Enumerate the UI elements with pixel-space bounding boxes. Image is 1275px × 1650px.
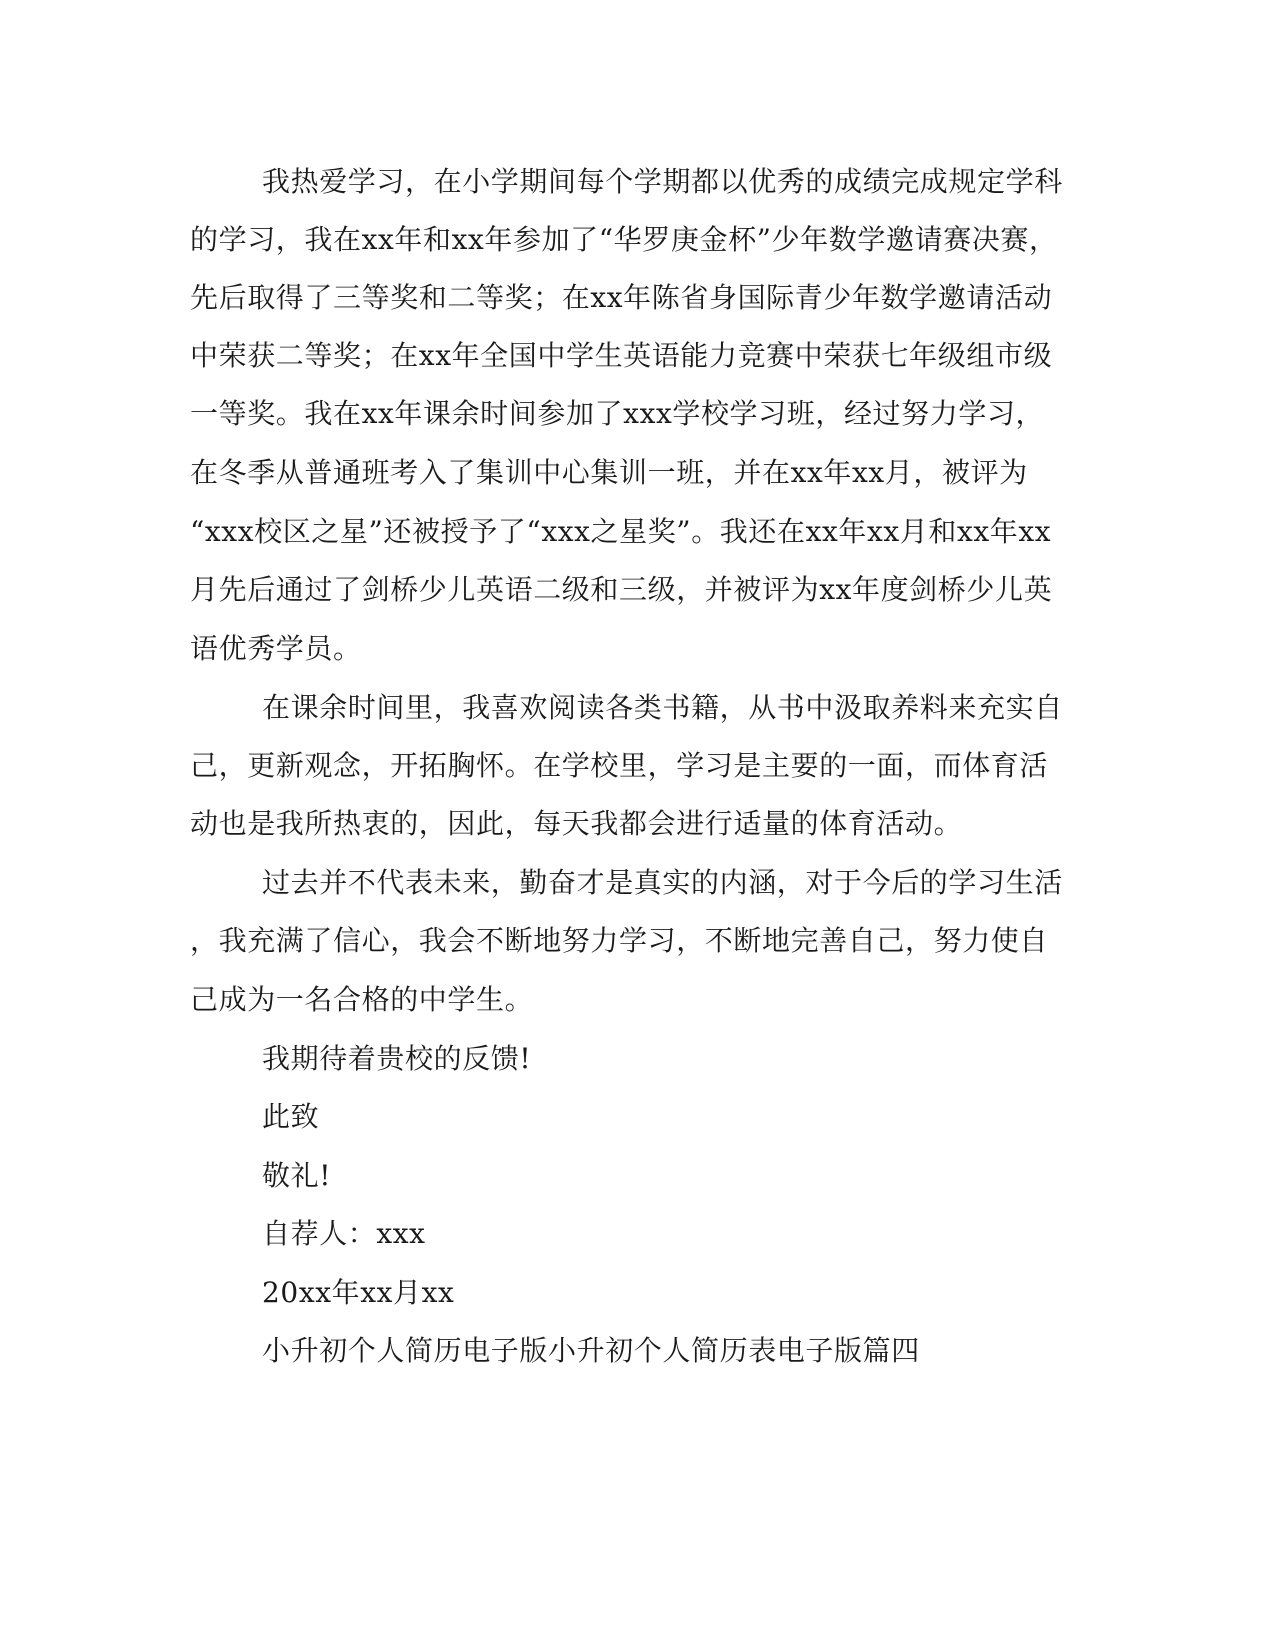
paragraph-3-line-2: ，我充满了信心，我会不断地努力学习，不断地完善自己，努力使自 (190, 924, 1049, 957)
date: 20xx年xx月xx (262, 1276, 455, 1309)
paragraph-1-line-7: “xxx校区之星”还被授予了“xxx之星奖”。我还在xx年xx月和xx年xx (190, 515, 1052, 548)
paragraph-1-line-8: 月先后通过了剑桥少儿英语二级和三级，并被评为xx年度剑桥少儿英 (190, 573, 1053, 606)
closing-expectation: 我期待着贵校的反馈! (262, 1042, 532, 1075)
next-section-title: 小升初个人简历电子版小升初个人简历表电子版篇四 (262, 1334, 920, 1367)
paragraph-1-line-6: 在冬季从普通班考入了集训中心集训一班，并在xx年xx月，被评为 (190, 456, 1028, 489)
paragraph-1-line-3: 先后取得了三等奖和二等奖；在xx年陈省身国际青少年数学邀请活动 (190, 281, 1053, 314)
paragraph-1-line-2: 的学习，我在xx年和xx年参加了“华罗庚金杯”少年数学邀请赛决赛， (190, 223, 1058, 256)
paragraph-1-line-5: 一等奖。我在xx年课余时间参加了xxx学校学习班，经过努力学习， (190, 397, 1045, 430)
paragraph-1-line-1: 我热爱学习，在小学期间每个学期都以优秀的成绩完成规定学科 (262, 165, 1063, 198)
paragraph-3-line-1: 过去并不代表未来，勤奋才是真实的内涵，对于今后的学习生活 (262, 866, 1063, 899)
signer: 自荐人：xxx (262, 1217, 426, 1250)
paragraph-1-line-9: 语优秀学员。 (190, 632, 362, 665)
paragraph-2-line-1: 在课余时间里，我喜欢阅读各类书籍，从书中汲取养料来充实自 (262, 691, 1063, 724)
paragraph-1-line-4: 中荣获二等奖；在xx年全国中学生英语能力竞赛中荣获七年级组市级 (190, 339, 1053, 372)
paragraph-3-line-3: 己成为一名合格的中学生。 (190, 983, 534, 1016)
closing-salutation-2: 敬礼! (262, 1159, 332, 1192)
closing-salutation-1: 此致 (262, 1100, 320, 1133)
paragraph-2-line-3: 动也是我所热衷的，因此，每天我都会进行适量的体育活动。 (190, 807, 963, 840)
paragraph-2-line-2: 己，更新观念，开拓胸怀。在学校里，学习是主要的一面，而体育活 (190, 749, 1049, 782)
